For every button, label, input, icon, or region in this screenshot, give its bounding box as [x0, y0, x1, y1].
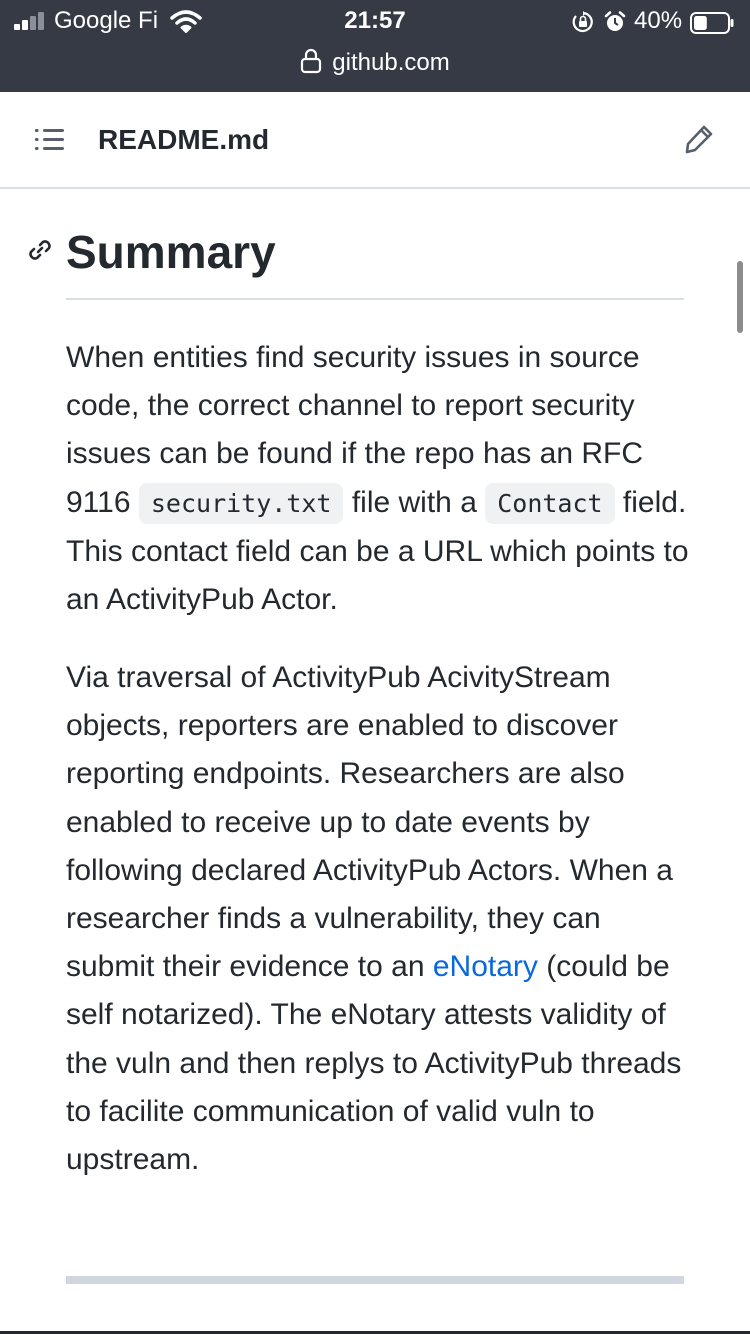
battery-icon: [690, 12, 734, 34]
scrollbar[interactable]: [737, 261, 743, 333]
alarm-icon: [604, 11, 626, 33]
status-row: [0, 4, 750, 38]
url-text[interactable]: github.com: [332, 49, 450, 76]
paragraph-text: (could be self notarized). The eNotary attests validity of the vuln and then replys to ActivityPub threads to facilite communication of valid vuln to upstream.: [66, 950, 682, 1177]
table-of-contents-icon[interactable]: [35, 126, 65, 154]
paragraph-1: [66, 334, 696, 624]
enotary-link[interactable]: eNotary: [432, 950, 538, 984]
file-header: [0, 92, 750, 189]
link-anchor-icon[interactable]: [26, 236, 54, 264]
file-name: README.md: [98, 124, 270, 155]
heading-divider: [66, 298, 684, 300]
paragraph-text: When entities find security issues in source code, the correct channel to report security issues can be found if the repo has an RFC 9116: [66, 341, 644, 519]
battery-percent: 40%: [634, 7, 683, 34]
address-bar[interactable]: [0, 46, 750, 80]
inline-code-security-txt: security.txt: [139, 483, 344, 524]
paragraph-text: Via traversal of ActivityPub AcivityStream objects, reporters are enabled to discover reporting endpoints. Researchers are also enabled to receive up to date events by following declared ActivityPub Actors. When a researcher finds a vulnerability, they can submit their evidence to an: [66, 661, 673, 984]
padlock-icon: [300, 48, 322, 74]
status-bar: [0, 0, 750, 92]
paragraph-text: file with a: [343, 485, 486, 519]
edit-pencil-icon[interactable]: [684, 124, 714, 154]
clock: 21:57: [344, 7, 406, 34]
carrier-name: Google Fi: [54, 7, 159, 34]
inline-code-contact: Contact: [485, 483, 614, 524]
section-heading: Summary: [66, 226, 276, 278]
rotation-lock-icon: [572, 11, 594, 33]
paragraph-2: [66, 654, 696, 1184]
paragraph-text: field. This contact field can be a URL which points to an ActivityPub Actor.: [66, 485, 689, 617]
horizontal-rule: [66, 1276, 684, 1284]
